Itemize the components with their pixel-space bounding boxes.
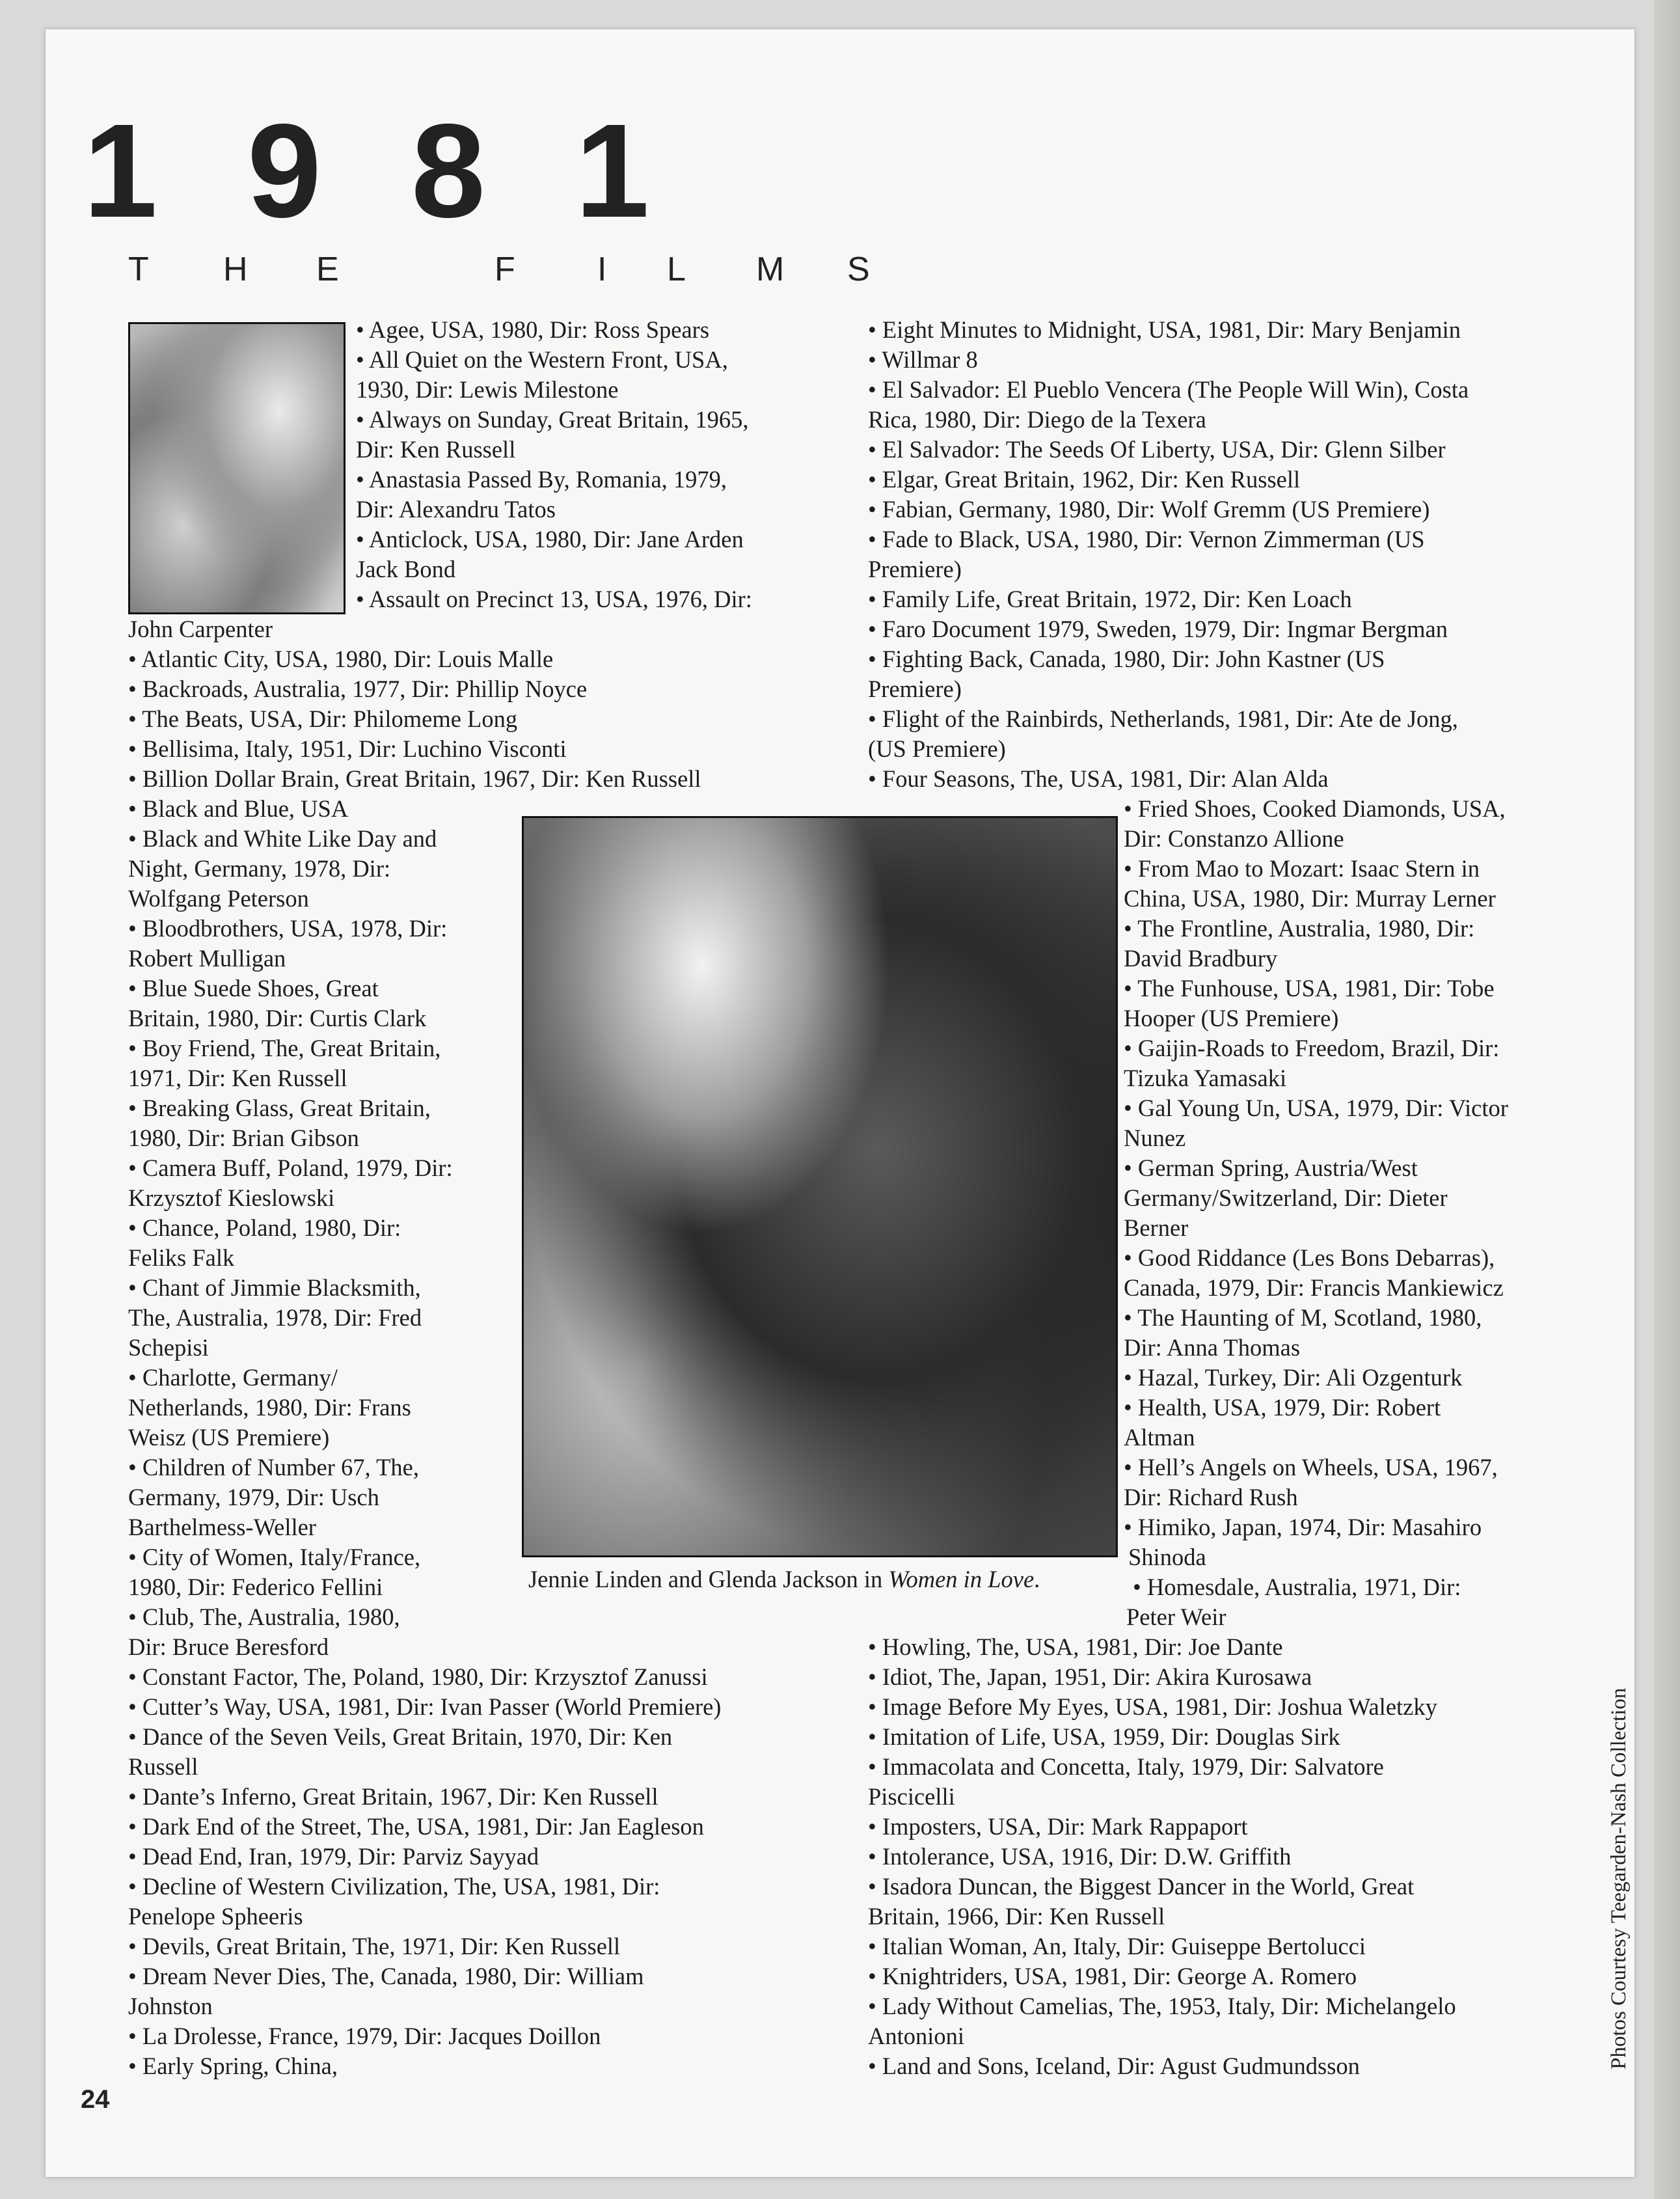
film-entry-line: • The Frontline, Australia, 1980, Dir: [1124,915,1475,942]
film-entry-line: • Blue Suede Shoes, Great [128,975,379,1002]
film-entry-line: Tizuka Yamasaki [1124,1065,1287,1091]
film-entry-line: • Fried Shoes, Cooked Diamonds, USA, [1124,795,1506,822]
film-entry-line: • Camera Buff, Poland, 1979, Dir: [128,1154,453,1181]
film-entry-line: • Imitation of Life, USA, 1959, Dir: Douglas Sirk [868,1723,1340,1750]
film-entry-line: • Dream Never Dies, The, Canada, 1980, Dir: William [128,1963,644,1989]
film-entry-line: • Decline of Western Civilization, The, USA, 1981, Dir: [128,1873,660,1900]
subtitle-letter: S [847,251,870,288]
film-entry-line: • Assault on Precinct 13, USA, 1976, Dir: [356,586,752,612]
film-entry-line: • Anastasia Passed By, Romania, 1979, [356,466,727,493]
film-entry-line: • All Quiet on the Western Front, USA, [356,346,728,373]
film-entry-line: • Backroads, Australia, 1977, Dir: Phillip Noyce [128,676,588,702]
film-entry-line: • Elgar, Great Britain, 1962, Dir: Ken Russell [868,466,1301,493]
film-entry-line: Peter Weir [1126,1604,1226,1630]
film-entry-line: • The Haunting of M, Scotland, 1980, [1124,1304,1482,1331]
film-entry-line: Nunez [1124,1125,1186,1151]
film-entry-line: • Land and Sons, Iceland, Dir: Agust Gudmundsson [868,2053,1360,2079]
film-entry-line: • Knightriders, USA, 1981, Dir: George A. Romero [868,1963,1357,1989]
page-spine [1654,0,1680,2199]
caption-text: Jennie Linden and Glenda Jackson in [528,1566,889,1592]
film-entry-line: • Bellisima, Italy, 1951, Dir: Luchino Visconti [128,735,567,762]
photo-credit: Photos Courtesy Teegarden-Nash Collection [1607,1687,1631,2069]
film-entry-line: John Carpenter [128,616,273,642]
film-entry-line: • Breaking Glass, Great Britain, [128,1095,431,1121]
film-entry-line: Feliks Falk [128,1244,235,1271]
film-entry-line: Dir: Bruce Beresford [128,1633,329,1660]
film-entry-line: Premiere) [868,556,962,582]
film-entry-line: Berner [1124,1214,1189,1241]
film-entry-line: • The Beats, USA, Dir: Philomeme Long [128,705,518,732]
film-entry-line: • Always on Sunday, Great Britain, 1965, [356,406,749,433]
film-entry-line: Germany, 1979, Dir: Usch [128,1484,379,1510]
film-entry-line: Wolfgang Peterson [128,885,309,912]
subtitle-letter: T [128,251,149,288]
film-entry-line: • German Spring, Austria/West [1124,1154,1418,1181]
film-entry-line: Netherlands, 1980, Dir: Frans [128,1394,411,1421]
film-list-left [128,315,824,2081]
film-entry-line: Germany/Switzerland, Dir: Dieter [1124,1184,1448,1211]
film-entry-line: Canada, 1979, Dir: Francis Mankiewicz [1124,1274,1504,1301]
film-entry-line: Krzysztof Kieslowski [128,1184,335,1211]
film-entry-line: • Fade to Black, USA, 1980, Dir: Vernon Zimmerman (US [868,526,1425,553]
film-entry-line: • From Mao to Mozart: Isaac Stern in [1124,855,1480,882]
film-entry-line: • El Salvador: The Seeds Of Liberty, USA, Dir: Glenn Silber [868,436,1446,463]
film-entry-line: Rica, 1980, Dir: Diego de la Texera [868,406,1206,433]
film-entry-line: Britain, 1980, Dir: Curtis Clark [128,1005,427,1031]
film-entry-line: China, USA, 1980, Dir: Murray Lerner [1124,885,1496,912]
film-entry-line: • Gal Young Un, USA, 1979, Dir: Victor [1124,1095,1508,1121]
film-entry-line: • Agee, USA, 1980, Dir: Ross Spears [356,316,710,343]
film-entry-line: • Faro Document 1979, Sweden, 1979, Dir: Ingmar Bergman [868,616,1448,642]
film-entry-line: Dir: Alexandru Tatos [356,496,556,523]
film-entry-line: Johnston [128,1993,213,2019]
film-entry-line: • Intolerance, USA, 1916, Dir: D.W. Griffith [868,1843,1292,1870]
film-entry-line: • Good Riddance (Les Bons Debarras), [1124,1244,1495,1271]
film-entry-line: Shinoda [1128,1544,1206,1570]
film-entry-line: • Image Before My Eyes, USA, 1981, Dir: Joshua Waletzky [868,1693,1437,1720]
film-entry-line: Night, Germany, 1978, Dir: [128,855,391,882]
film-entry-line: • Immacolata and Concetta, Italy, 1979, Dir: Salvatore [868,1753,1384,1780]
film-entry-line: Weisz (US Premiere) [128,1424,330,1451]
film-entry-line: 1980, Dir: Federico Fellini [128,1574,383,1600]
film-entry-line: • Anticlock, USA, 1980, Dir: Jane Arden [356,526,744,553]
subtitle-letter: I [597,251,607,288]
film-entry-line: • Constant Factor, The, Poland, 1980, Dir: Krzysztof Zanussi [128,1663,708,1690]
film-entry-line: • Himiko, Japan, 1974, Dir: Masahiro [1124,1514,1482,1540]
film-entry-line: • Children of Number 67, The, [128,1454,419,1481]
film-entry-line: Dir: Constanzo Allione [1124,825,1344,852]
film-entry-line: • Devils, Great Britain, The, 1971, Dir: Ken Russell [128,1933,621,1960]
year-heading: 1981 [83,96,740,245]
film-entry-line: Britain, 1966, Dir: Ken Russell [868,1903,1165,1930]
film-entry-line: • Dead End, Iran, 1979, Dir: Parviz Sayyad [128,1843,539,1870]
film-entry-line: • Howling, The, USA, 1981, Dir: Joe Dante [868,1633,1283,1660]
film-entry-line: • Imposters, USA, Dir: Mark Rappaport [868,1813,1248,1840]
film-entry-line: • Bloodbrothers, USA, 1978, Dir: [128,915,448,942]
film-entry-line: • Gaijin-Roads to Freedom, Brazil, Dir: [1124,1035,1500,1061]
film-entry-line: • Eight Minutes to Midnight, USA, 1981, Dir: Mary Benjamin [868,316,1461,343]
film-entry-line: • Homesdale, Australia, 1971, Dir: [1133,1574,1461,1600]
page-number: 24 [81,2085,110,2114]
film-entry-line: • Dark End of the Street, The, USA, 1981, Dir: Jan Eagleson [128,1813,704,1840]
film-entry-line: • Idiot, The, Japan, 1951, Dir: Akira Kurosawa [868,1663,1312,1690]
film-entry-line: 1971, Dir: Ken Russell [128,1065,347,1091]
subtitle-letter: L [667,251,686,288]
film-entry-line: • Cutter’s Way, USA, 1981, Dir: Ivan Passer (World Premiere) [128,1693,722,1720]
subtitle-letter: M [756,251,785,288]
film-entry-line: • Boy Friend, The, Great Britain, [128,1035,441,1061]
caption-film-title: Women in Love [888,1566,1035,1592]
film-entry-line: • Black and White Like Day and [128,825,437,852]
film-entry-line: • Flight of the Rainbirds, Netherlands, 1981, Dir: Ate de Jong, [868,705,1458,732]
film-entry-line: • Willmar 8 [868,346,978,373]
film-entry-line: 1930, Dir: Lewis Milestone [356,376,619,403]
film-entry-line: The, Australia, 1978, Dir: Fred [128,1304,422,1331]
film-entry-line: • El Salvador: El Pueblo Vencera (The People Will Win), Costa [868,376,1469,403]
film-entry-line: • Isadora Duncan, the Biggest Dancer in the World, Great [868,1873,1415,1900]
film-entry-line: Penelope Spheeris [128,1903,303,1930]
film-entry-line: • Fighting Back, Canada, 1980, Dir: John Kastner (US [868,646,1385,672]
film-entry-line: • La Drolesse, France, 1979, Dir: Jacques Doillon [128,2023,601,2049]
film-entry-line: • Hazal, Turkey, Dir: Ali Ozgenturk [1124,1364,1463,1391]
film-entry-line: 1980, Dir: Brian Gibson [128,1125,359,1151]
film-entry-line: • Family Life, Great Britain, 1972, Dir: Ken Loach [868,586,1352,612]
film-entry-line: • Hell’s Angels on Wheels, USA, 1967, [1124,1454,1498,1481]
film-list-right [868,315,1590,2081]
film-entry-line: • Atlantic City, USA, 1980, Dir: Louis Malle [128,646,554,672]
caption-end: . [1034,1566,1040,1592]
film-entry-line: • Black and Blue, USA [128,795,349,822]
subtitle-letter: F [495,251,515,288]
film-entry-line: • The Funhouse, USA, 1981, Dir: Tobe [1124,975,1495,1002]
film-entry-line: • Health, USA, 1979, Dir: Robert [1124,1394,1441,1421]
film-entry-line: Dir: Ken Russell [356,436,516,463]
film-entry-line: • Four Seasons, The, USA, 1981, Dir: Alan Alda [868,765,1329,792]
film-entry-line: • Dante’s Inferno, Great Britain, 1967, Dir: Ken Russell [128,1783,658,1810]
film-entry-line: • Italian Woman, An, Italy, Dir: Guiseppe Bertolucci [868,1933,1366,1960]
subtitle-letter: E [316,251,339,288]
film-entry-line: Premiere) [868,676,962,702]
film-entry-line: • Charlotte, Germany/ [128,1364,338,1391]
film-entry-line: • Lady Without Camelias, The, 1953, Italy, Dir: Michelangelo [868,1993,1456,2019]
film-entry-line: • Club, The, Australia, 1980, [128,1604,400,1630]
film-entry-line: Barthelmess-Weller [128,1514,316,1540]
film-entry-line: • Early Spring, China, [128,2053,338,2079]
film-entry-line: Schepisi [128,1334,209,1361]
film-entry-line: Antonioni [868,2023,965,2049]
film-entry-line: Russell [128,1753,198,1780]
film-entry-line: Altman [1124,1424,1195,1451]
film-entry-line: • Fabian, Germany, 1980, Dir: Wolf Gremm (US Premiere) [868,496,1430,523]
film-entry-line: • Billion Dollar Brain, Great Britain, 1967, Dir: Ken Russell [128,765,701,792]
film-entry-line: Robert Mulligan [128,945,286,972]
film-entry-line: • Chant of Jimmie Blacksmith, [128,1274,421,1301]
film-entry-line: • Chance, Poland, 1980, Dir: [128,1214,401,1241]
subtitle-letter: H [223,251,248,288]
film-entry-line: Dir: Richard Rush [1124,1484,1298,1510]
film-entry-line: • Dance of the Seven Veils, Great Britain, 1970, Dir: Ken [128,1723,673,1750]
film-entry-line: David Bradbury [1124,945,1278,972]
film-entry-line: • City of Women, Italy/France, [128,1544,421,1570]
film-entry-line: Hooper (US Premiere) [1124,1005,1339,1031]
film-entry-line: Piscicelli [868,1783,955,1810]
film-entry-line: (US Premiere) [868,735,1006,762]
film-entry-line: Dir: Anna Thomas [1124,1334,1301,1361]
film-entry-line: Jack Bond [356,556,456,582]
